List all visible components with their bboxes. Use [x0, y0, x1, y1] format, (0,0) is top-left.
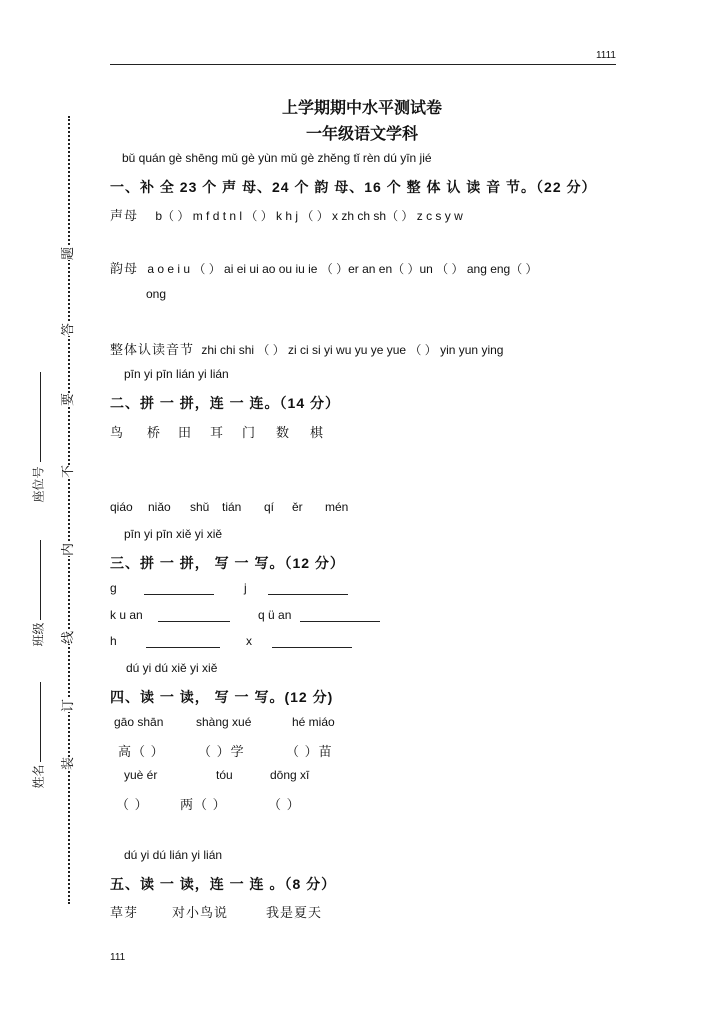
section-2-pinyin: pīn yi pīn lián yi lián: [124, 367, 229, 381]
s2-char: 棋: [310, 425, 325, 440]
s3-item-quan: q ü an: [258, 608, 292, 622]
s2-char: 田: [178, 425, 193, 440]
section-2-heading: 二、拼 一 拼，连 一 连。（14 分）: [110, 395, 341, 411]
s4-pinyin: hé miáo: [292, 715, 335, 729]
section-1-heading: 一、补 全 23 个 声 母、24 个 韵 母、16 个 整 体 认 读 音 节。（22 分）: [110, 179, 597, 195]
section-5-heading: 五、读 一 读，连 一 连 。（8 分）: [110, 876, 337, 892]
class-fill-line: [40, 540, 41, 620]
s4-blank-item[interactable]: （ ）苗: [286, 744, 333, 759]
s4-blank-item[interactable]: （ ）: [116, 797, 149, 812]
yunmu-row: [110, 258, 538, 277]
s4-pinyin: dōng xī: [270, 768, 310, 782]
s2-char: 鸟: [110, 425, 125, 440]
binding-char: 要: [55, 393, 78, 406]
binding-dotted-line: [68, 116, 70, 904]
page-number-bottom: 111: [110, 952, 126, 963]
s2-pinyin-item: shǔ: [190, 500, 210, 514]
s5-item: 我是夏天: [266, 905, 323, 920]
section-5-pinyin: dú yi dú lián yi lián: [124, 848, 223, 862]
binding-char: 不: [55, 465, 78, 478]
s4-blank-item[interactable]: 两（ ）: [180, 797, 227, 812]
s3-blank-g[interactable]: [144, 584, 214, 595]
s3-blank-kuan[interactable]: [158, 611, 230, 622]
s4-blank-item[interactable]: （ ）学: [198, 744, 245, 759]
s2-char: 桥: [147, 425, 162, 440]
name-label: 姓名: [31, 764, 46, 789]
section-3-heading: 三、拼 一 拼， 写 一 写。（12 分）: [110, 555, 345, 571]
section-3-pinyin: pīn yi pīn xiě yi xiě: [124, 527, 223, 541]
s2-pinyin-item: niǎo: [148, 500, 171, 514]
zhengti-row: [110, 339, 503, 358]
instruction-pinyin: bǔ quán gè shēng mǔ gè yùn mǔ gè zhěng tǐ rèn dú yīn jié: [122, 151, 432, 165]
name-fill-line: [40, 682, 41, 762]
s2-pinyin-item: mén: [325, 500, 349, 514]
s2-pinyin-item: qí: [264, 500, 275, 514]
s4-pinyin: yuè ér: [124, 768, 158, 782]
section-4-heading: 四、读 一 读， 写 一 写。(12 分): [110, 689, 334, 705]
s4-pinyin: tóu: [216, 768, 233, 782]
s4-pinyin: shàng xué: [196, 715, 252, 729]
s5-item: 对小鸟说: [172, 905, 229, 920]
s3-item-x: x: [246, 634, 252, 648]
zhengti-label: 整体认读音节: [110, 342, 195, 357]
s3-blank-j[interactable]: [268, 584, 348, 595]
yunmu-text: a o e i u （ ） ai ei ui ao ou iu ie （ ）er an en（ ）un （ ） ang eng（ ）: [147, 262, 538, 276]
seat-label: 座位号: [31, 466, 46, 503]
binding-char: 题: [55, 247, 78, 260]
seat-fill-line: [40, 372, 41, 462]
s2-char: 数: [276, 425, 291, 440]
shengmu-text: b（ ） m f d t n l （ ） k h j （ ） x zh ch sh（ ） z c s y w: [155, 209, 463, 223]
binding-char: 装: [55, 757, 78, 770]
yunmu-continuation: ong: [146, 287, 167, 301]
s3-blank-quan[interactable]: [300, 611, 380, 622]
s5-item: 草芽: [110, 905, 139, 920]
s3-blank-h[interactable]: [146, 637, 220, 648]
binding-char: 线: [55, 631, 78, 644]
s3-item-h: h: [110, 634, 117, 648]
s2-char: 耳: [210, 425, 225, 440]
s2-pinyin-item: tián: [222, 500, 242, 514]
section-4-pinyin: dú yi dú xiě yi xiě: [126, 661, 218, 675]
binding-char: 内: [55, 543, 78, 556]
s4-pinyin: gāo shān: [114, 715, 164, 729]
exam-subtitle: 一年级语文学科: [305, 126, 418, 143]
s2-char: 门: [242, 425, 257, 440]
s3-blank-x[interactable]: [272, 637, 352, 648]
s3-item-kuan: k u an: [110, 608, 143, 622]
header-rule: [110, 64, 616, 65]
exam-title: 上学期期中水平测试卷: [281, 100, 442, 117]
s4-blank-item[interactable]: 高（ ）: [118, 744, 165, 759]
class-label: 班级: [31, 622, 46, 647]
zhengti-text: zhi chi shi （ ） zi ci si yi wu yu ye yue （ ） yin yun ying: [201, 343, 504, 357]
s3-item-g: g: [110, 581, 117, 595]
s3-item-j: j: [244, 581, 247, 595]
shengmu-row: [110, 205, 463, 224]
page-number-top: 1111: [595, 50, 616, 61]
yunmu-label: 韵母: [110, 261, 139, 276]
shengmu-label: 声母: [110, 208, 139, 223]
s2-pinyin-item: ěr: [292, 500, 303, 514]
s2-pinyin-item: qiáo: [110, 500, 133, 514]
binding-char: 答: [55, 323, 78, 336]
binding-char: 订: [55, 699, 78, 712]
s4-blank-item[interactable]: （ ）: [268, 797, 301, 812]
